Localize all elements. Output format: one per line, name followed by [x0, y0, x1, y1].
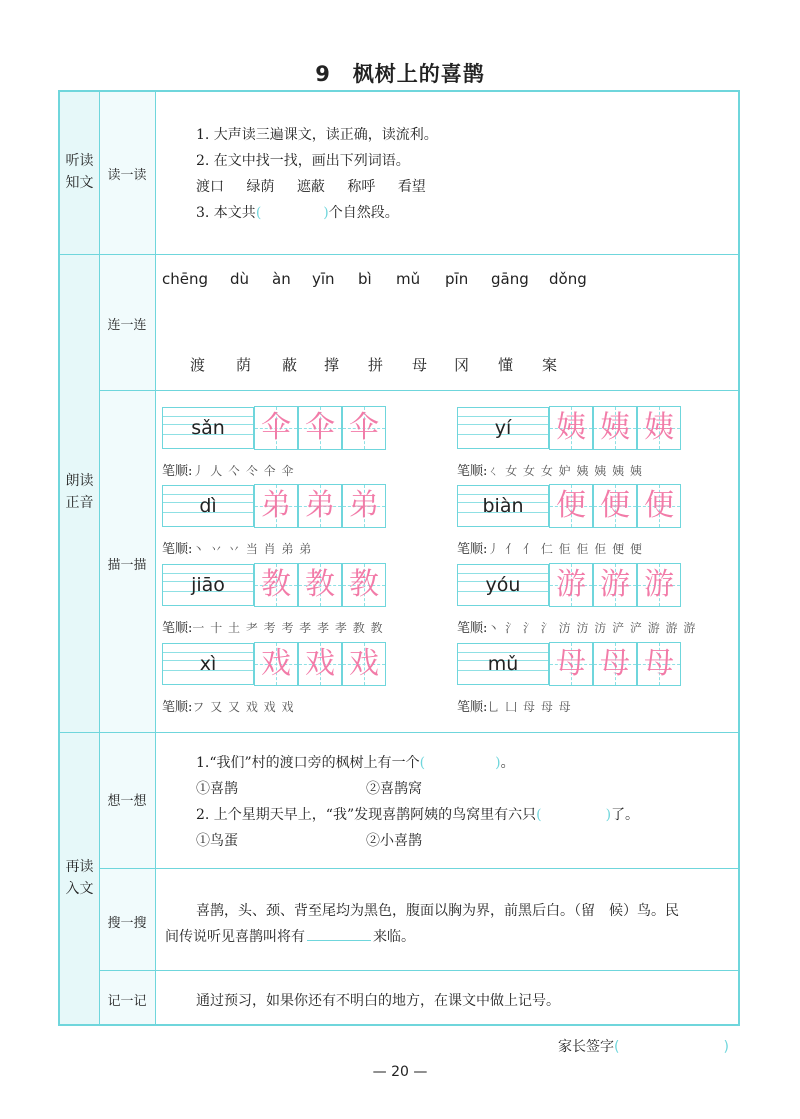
tracing-box[interactable]: [254, 484, 298, 528]
pinyin-text: biàn: [482, 495, 524, 517]
think-q2-option-2[interactable]: ②小喜鹊: [366, 833, 422, 849]
read-word-list: [196, 176, 426, 196]
char[interactable]: 撑: [324, 356, 340, 374]
pinyin-box: [457, 564, 549, 606]
tracing-box[interactable]: [298, 406, 342, 450]
divider: [60, 254, 739, 255]
stroke-order-label: 笔顺:: [162, 542, 193, 557]
pinyin[interactable]: dǒng: [549, 270, 587, 288]
search-line-1: 喜鹊，头、颈、背至尾均为黑色，腹面以胸为界，前黑后白。（留 候）鸟。民: [196, 903, 679, 919]
trace-character: 教: [305, 567, 335, 602]
section-label-listen: 听读知文: [65, 153, 94, 191]
pinyin[interactable]: chēng: [162, 270, 209, 288]
stroke-order-label: 笔顺:: [457, 542, 488, 557]
word: 称呼: [347, 179, 376, 195]
pinyin[interactable]: àn: [272, 270, 291, 288]
pinyin-text: yí: [494, 417, 512, 439]
trace-character: 姨: [556, 410, 586, 445]
tracing-box[interactable]: [342, 406, 386, 450]
trace-character: 教: [349, 567, 379, 602]
pinyin-box: [457, 643, 549, 685]
pinyin-box: [162, 407, 254, 449]
stroke-order-label: 笔顺:: [457, 621, 488, 636]
char[interactable]: 荫: [236, 356, 252, 374]
pinyin-text: mǔ: [487, 653, 519, 675]
stroke-sequence: 一 十 土 耂 考 考 孝 孝 孝 教 教: [192, 621, 384, 635]
tracing-box[interactable]: [549, 406, 593, 450]
tracing-box[interactable]: [342, 563, 386, 607]
trace-character: 游: [600, 567, 630, 602]
stroke-order: [162, 617, 384, 636]
read-line-1: 1. 大声读三遍课文，读正确，读流利。: [196, 127, 438, 143]
trace-character: 弟: [349, 488, 379, 523]
page-title: 9 枫树上的喜鹊: [315, 62, 485, 86]
sub-label-read: 读一读: [107, 168, 147, 183]
tracing-box[interactable]: [254, 563, 298, 607]
pinyin[interactable]: mǔ: [396, 270, 421, 288]
char[interactable]: 案: [542, 356, 558, 374]
stroke-sequence: ㄑ 女 女 女 妒 姨 姨 姨 姨: [487, 464, 643, 478]
trace-character: 教: [261, 567, 291, 602]
trace-character: 便: [600, 488, 630, 523]
divider: [99, 970, 739, 971]
stroke-order-label: 笔顺:: [457, 464, 488, 479]
trace-character: 伞: [305, 410, 335, 445]
pinyin-text: yóu: [485, 574, 521, 596]
trace-character: 弟: [261, 488, 291, 523]
pinyin-box: [162, 564, 254, 606]
tracing-box[interactable]: [593, 642, 637, 686]
pinyin-row: [162, 270, 602, 290]
tracing-box[interactable]: [593, 406, 637, 450]
char[interactable]: 蔽: [282, 356, 298, 374]
stroke-order-label: 笔顺:: [457, 700, 488, 715]
stroke-sequence: 丿 人 亽 仒 仐 伞: [192, 464, 295, 478]
pinyin[interactable]: bì: [358, 270, 372, 288]
sub-label-link: 连一连: [107, 318, 147, 333]
think-q1-option-1[interactable]: ①喜鹊: [196, 781, 238, 797]
pinyin[interactable]: pīn: [445, 270, 469, 288]
pinyin[interactable]: dù: [230, 270, 250, 288]
stroke-sequence: フ 又 又 戏 戏 戏: [192, 700, 295, 714]
read-line-3: 3. 本文共( )个自然段。: [196, 205, 399, 221]
parent-signature: 家长签字( ): [558, 1039, 729, 1055]
char[interactable]: 懂: [498, 356, 514, 374]
trace-character: 母: [600, 646, 630, 681]
stroke-order-label: 笔顺:: [162, 621, 193, 636]
trace-character: 戏: [261, 646, 291, 681]
trace-character: 游: [644, 567, 674, 602]
stroke-sequence: 乚 凵 母 母 母: [487, 700, 572, 714]
page-number: — 20 —: [372, 1064, 428, 1080]
sub-label-think: 想一想: [107, 794, 147, 809]
pinyin-text: dì: [199, 495, 217, 517]
tracing-box[interactable]: [637, 406, 681, 450]
trace-character: 伞: [261, 410, 291, 445]
trace-character: 姨: [644, 410, 674, 445]
stroke-order: [457, 617, 696, 636]
trace-character: 弟: [305, 488, 335, 523]
think-q2-option-1[interactable]: ①鸟蛋: [196, 833, 238, 849]
tracing-box[interactable]: [637, 484, 681, 528]
stroke-order: [162, 538, 312, 557]
divider: [99, 390, 739, 391]
word: 看望: [397, 179, 426, 195]
trace-character: 母: [556, 646, 586, 681]
stroke-order: [457, 538, 643, 557]
stroke-sequence: 丿 亻 亻 仁 佢 佢 佢 便 便: [487, 542, 643, 556]
pinyin-box: [162, 643, 254, 685]
tracing-box[interactable]: [342, 484, 386, 528]
pinyin[interactable]: yīn: [312, 270, 335, 288]
tracing-box[interactable]: [637, 563, 681, 607]
think-q1-option-2[interactable]: ②喜鹊窝: [366, 781, 422, 797]
tracing-box[interactable]: [637, 642, 681, 686]
sub-label-trace: 描一描: [107, 558, 147, 573]
tracing-box[interactable]: [593, 484, 637, 528]
tracing-box[interactable]: [549, 484, 593, 528]
pinyin-box: [162, 485, 254, 527]
stroke-sequence: 丶 氵 氵 氵 汸 汸 汸 浐 浐 游 游 游: [487, 621, 697, 635]
think-q1: 1.“我们”村的渡口旁的枫树上有一个( )。: [196, 755, 515, 771]
tracing-box[interactable]: [254, 406, 298, 450]
word: 绿荫: [246, 179, 275, 195]
stroke-sequence: 丶 丷 丷 当 肖 弟 弟: [192, 542, 313, 556]
trace-character: 游: [556, 567, 586, 602]
tracing-box[interactable]: [549, 642, 593, 686]
sub-label-note: 记一记: [107, 994, 147, 1009]
pinyin[interactable]: gāng: [491, 270, 529, 288]
stroke-order-label: 笔顺:: [162, 700, 193, 715]
stroke-order: [162, 460, 294, 479]
char[interactable]: 母: [412, 356, 428, 374]
divider: [155, 92, 156, 1024]
trace-character: 戏: [349, 646, 379, 681]
stroke-order: [457, 696, 572, 715]
trace-character: 戏: [305, 646, 335, 681]
divider: [99, 868, 739, 869]
tracing-box[interactable]: [298, 484, 342, 528]
table-frame: [58, 90, 740, 1026]
stroke-order-label: 笔顺:: [162, 464, 193, 479]
tracing-box[interactable]: [298, 563, 342, 607]
read-line-2: 2. 在文中找一找，画出下列词语。: [196, 153, 410, 169]
tracing-box[interactable]: [549, 563, 593, 607]
trace-character: 伞: [349, 410, 379, 445]
answer-blank[interactable]: [307, 940, 371, 941]
trace-character: 便: [556, 488, 586, 523]
word: 遮蔽: [296, 179, 325, 195]
tracing-box[interactable]: [593, 563, 637, 607]
think-q2: 2. 上个星期天早上，“我”发现喜鹊阿姨的鸟窝里有六只( )了。: [196, 807, 640, 823]
pinyin-text: jiāo: [191, 574, 225, 596]
section-label-reread: 再读入文: [65, 859, 94, 897]
stroke-order: [162, 696, 294, 715]
trace-character: 姨: [600, 410, 630, 445]
trace-character: 母: [644, 646, 674, 681]
stroke-order: [457, 460, 643, 479]
tracing-box[interactable]: [342, 642, 386, 686]
tracing-box[interactable]: [254, 642, 298, 686]
search-line-2: 间传说听见喜鹊叫将有 来临。: [165, 929, 415, 945]
pinyin-box: [457, 485, 549, 527]
char[interactable]: 冈: [454, 356, 470, 374]
char[interactable]: 拼: [368, 356, 384, 374]
word: 渡口: [196, 179, 224, 195]
tracing-box[interactable]: [298, 642, 342, 686]
pinyin-text: sǎn: [191, 417, 225, 439]
note-text: 通过预习，如果你还有不明白的地方，在课文中做上记号。: [196, 993, 560, 1009]
trace-character: 便: [644, 488, 674, 523]
char-row: [190, 354, 570, 376]
sub-label-search: 搜一搜: [107, 916, 147, 931]
pinyin-text: xì: [199, 653, 217, 675]
pinyin-box: [457, 407, 549, 449]
char[interactable]: 渡: [190, 356, 206, 374]
section-label-pronounce: 朗读正音: [65, 473, 94, 511]
divider: [60, 732, 739, 733]
